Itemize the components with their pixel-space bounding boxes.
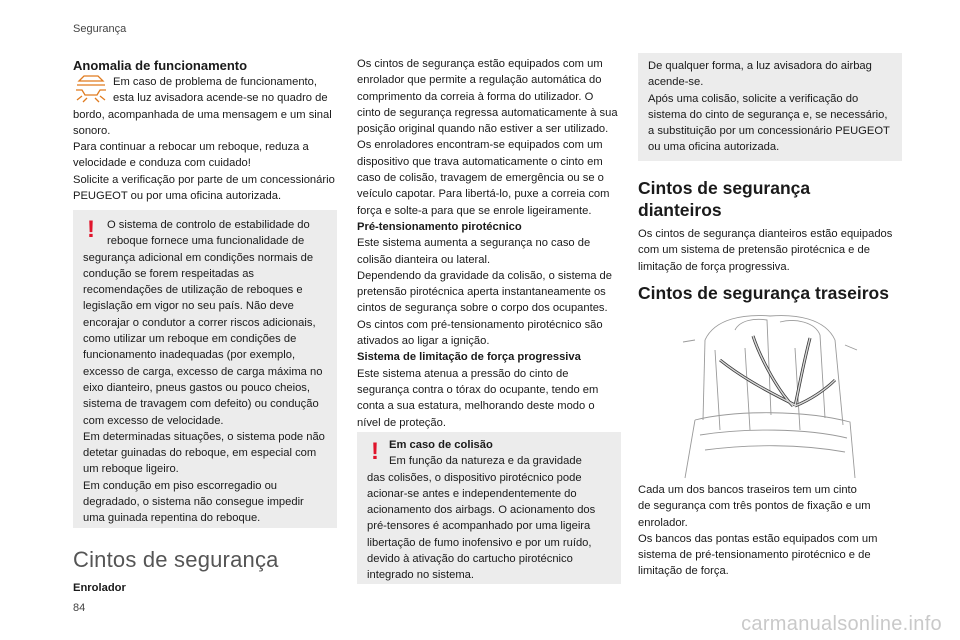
warning-line: reboque fornece uma funcionalidade de	[107, 235, 305, 248]
warning-line: com excesso de velocidade.	[83, 414, 224, 427]
front-section	[638, 177, 903, 275]
intro-line: caso de colisão, travagem de emergência ou se o	[357, 172, 604, 185]
warning-line: eixo dianteiro, pneus gastos ou pouco cheios,	[83, 381, 311, 394]
intro-line: enrolador que permite a regulação automática do	[357, 74, 602, 87]
column-2	[357, 56, 622, 431]
collision-line: integrado no sistema.	[367, 569, 474, 582]
rear-heading-wrap	[638, 282, 928, 304]
front-line: com um sistema de pretensão pirotécnica e de	[638, 244, 870, 257]
seatbelts-heading: Cintos de segurança	[73, 547, 279, 572]
warning-line: recomendações de utilização de reboques e	[83, 284, 303, 297]
section-header: Segurança	[73, 23, 127, 35]
rear-text	[638, 482, 903, 580]
rear-seatbelt-illustration	[675, 310, 865, 480]
note-line: Após uma colisão, solicite a verificação do	[648, 92, 859, 105]
collision-line: acionar-se antes e independentemente do	[367, 487, 577, 500]
intro-line: Os cintos de segurança estão equipados com um	[357, 58, 603, 70]
anomaly-line: Solicite a verificação por parte de um concessionário	[73, 173, 335, 186]
pyro-line: Dependendo da gravidade da colisão, o sistema de	[357, 269, 613, 282]
anomaly-line: sonoro.	[73, 124, 111, 137]
limit-line: nível de proteção.	[357, 416, 446, 429]
collision-line: devido à ativação do cartucho pirotécnico	[367, 553, 573, 566]
warning-line: Em condução em piso escorregadio ou	[83, 479, 278, 492]
warning-line: segurança adicional em condições normais de	[83, 251, 314, 264]
anomaly-line: Em caso de problema de funcionamento,	[113, 76, 317, 88]
watermark: carmanualsonline.info	[741, 613, 942, 635]
note-line: ou uma oficina autorizada.	[648, 141, 780, 154]
rear-line: Cada um dos bancos traseiros tem um cinto	[638, 484, 857, 496]
pyro-title: Pré-tensionamento pirotécnico	[357, 220, 522, 233]
rear-heading: Cintos de segurança traseiros	[638, 283, 889, 303]
warning-text	[83, 217, 335, 527]
anomaly-line: velocidade e conduza com cuidado!	[73, 157, 251, 170]
intro-line: dispositivo que trava automaticamente o cinto em	[357, 155, 603, 168]
warning-line: como utilizar um reboque em condições de	[83, 333, 297, 346]
anomaly-line: esta luz avisadora acende-se no quadro de	[113, 92, 328, 105]
intro-line: Os enroladores encontram-se equipados com um	[357, 139, 603, 152]
note-line: acende-se.	[648, 76, 704, 89]
anomaly-line: PEUGEOT ou por uma oficina autorizada.	[73, 190, 282, 203]
pyro-line: Os cintos com pré-tensionamento pirotécnico são	[357, 318, 603, 331]
anomaly-line: bordo, acompanhada de uma mensagem e um sinal	[73, 108, 332, 121]
note-line: a substituição por um concessionário PEUGEOT	[648, 125, 890, 138]
intro-line: posição original quando não estiver a ser utilizado.	[357, 123, 609, 136]
intro-line: veículo capotar. Para libertá-lo, puxe a correia com	[357, 188, 610, 201]
collision-line: pré-tensores é acompanhado por uma ligeira	[367, 520, 591, 533]
warning-line: legislação em vigor no seu país. Não deve	[83, 300, 294, 313]
warning-line: sistema de travagem com defeito) ou condução	[83, 398, 319, 411]
seatbelt-warning-icon	[73, 75, 109, 105]
anomaly-line: Para continuar a rebocar um reboque, reduza a	[73, 141, 309, 154]
front-line: limitação de força progressiva.	[638, 260, 790, 273]
rear-line: Os bancos das pontas estão equipados com um	[638, 532, 878, 545]
warning-line: Em determinadas situações, o sistema pode não	[83, 430, 325, 443]
page-number: 84	[73, 602, 86, 614]
collision-title: Em caso de colisão	[389, 439, 493, 451]
warning-line: detetar guinadas do reboque, em especial com	[83, 447, 317, 460]
rear-line: sistema de pré-tensionamento pirotécnico e de	[638, 549, 871, 562]
collision-line: acionamento dos airbags. O acionamento dos	[367, 504, 596, 517]
warning-icon: !	[371, 438, 379, 465]
front-heading-line: Cintos de segurança	[638, 178, 811, 198]
warning-line: uma guinada repentina do reboque.	[83, 512, 261, 525]
anomaly-heading: Anomalia de funcionamento	[73, 58, 248, 73]
limit-line: Este sistema atenua a pressão do cinto de	[357, 367, 569, 380]
collision-line: Em função da natureza e da gravidade	[389, 455, 582, 468]
pyro-line: ativados ao ligar a ignição.	[357, 335, 490, 348]
warning-line: degradado, o sistema não consegue impedir	[83, 496, 304, 509]
limit-line: conta a sua estatura, melhorando deste modo o	[357, 400, 595, 413]
collision-text	[367, 437, 619, 584]
note-line: sistema do cinto de segurança e, se necessário,	[648, 108, 888, 121]
warning-line: um reboque ligeiro.	[83, 463, 179, 476]
pyro-line: pretensão pirotécnica aperta instantaneamente os	[357, 286, 606, 299]
warning-box	[73, 210, 337, 528]
warning-line: condução se forem respeitadas as	[83, 267, 255, 280]
column-1	[73, 58, 343, 204]
rear-line: enrolador.	[638, 516, 688, 529]
note-line: De qualquer forma, a luz avisadora do airbag	[648, 60, 872, 72]
pyro-line: colisão dianteira ou lateral.	[357, 253, 491, 266]
airbag-note-box	[638, 53, 902, 161]
warning-icon: !	[87, 216, 95, 243]
reel-label: Enrolador	[73, 582, 126, 594]
limit-line: segurança contra o tórax do ocupante, tendo em	[357, 383, 599, 396]
front-heading-line: dianteiros	[638, 200, 722, 220]
front-line: Os cintos de segurança dianteiros estão equipados	[638, 228, 893, 240]
collision-line: das colisões, o dispositivo pirotécnico pode	[367, 471, 582, 484]
pyro-line: cintos de segurança sobre o corpo dos ocupantes.	[357, 302, 608, 315]
intro-line: comprimento da correia à forma do utilizador. O	[357, 90, 594, 103]
intro-line: cinto de segurança regressa automaticamente à sua	[357, 106, 618, 119]
anomaly-text	[73, 74, 343, 204]
collision-line: libertação de fumo inofensivo e por um ruído,	[367, 536, 592, 549]
warning-line: O sistema de controlo de estabilidade do	[107, 219, 310, 231]
warning-line: encorajar o condutor a correr riscos adicionais,	[83, 316, 316, 329]
airbag-note-text	[648, 58, 898, 156]
intro-line: força e solte-a para que se enrole ligeiramente.	[357, 204, 592, 217]
pyro-line: Este sistema aumenta a segurança no caso de	[357, 237, 591, 250]
collision-box	[357, 432, 621, 584]
warning-line: funcionamento inadequadas (por exemplo,	[83, 349, 296, 362]
rear-line: limitação de força.	[638, 565, 729, 578]
warning-line: excesso de carga, excesso de carga máxima no	[83, 365, 323, 378]
limit-title: Sistema de limitação de força progressiva	[357, 351, 581, 364]
rear-line: de segurança com três pontos de fixação e um	[638, 500, 871, 513]
